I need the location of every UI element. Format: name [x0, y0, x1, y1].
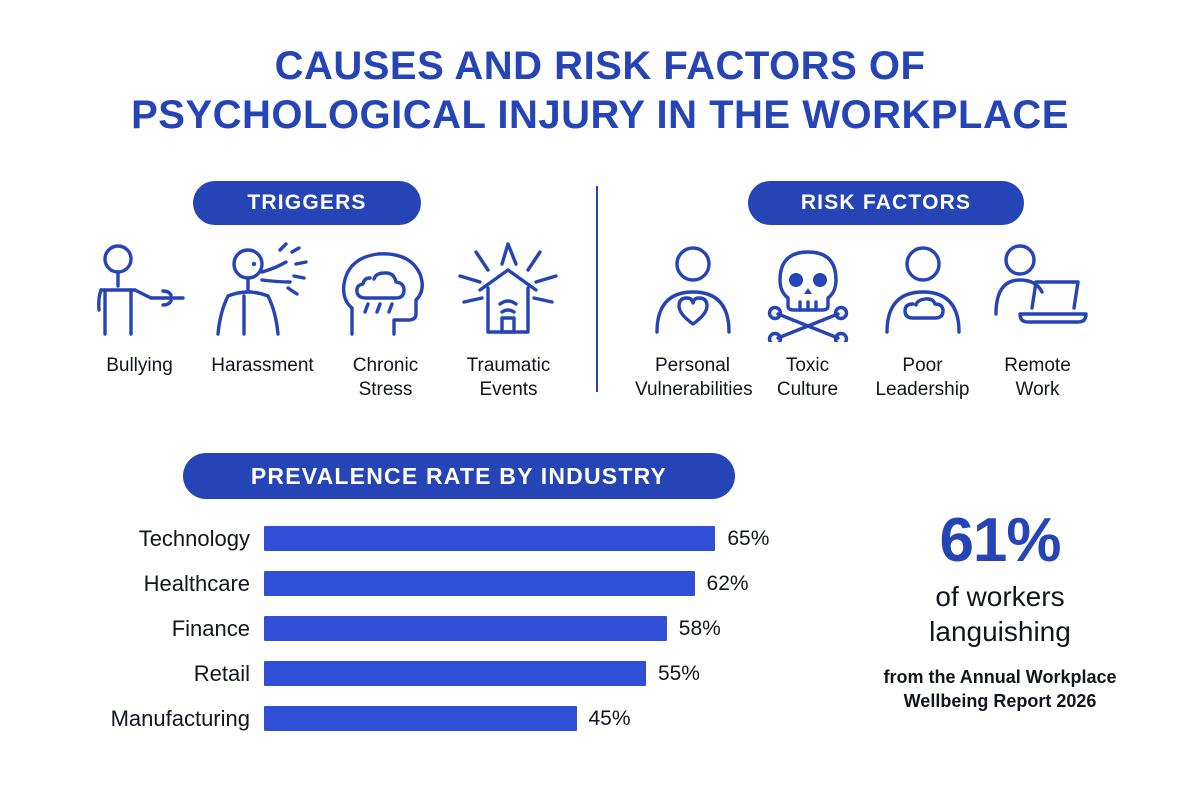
- trigger-item-harassment: [201, 238, 324, 378]
- risk-factors-icon-row: [635, 238, 1095, 403]
- trigger-label-harassment: Harassment: [211, 355, 314, 376]
- bar: [264, 661, 646, 686]
- pointing-finger-bullying-icon: [78, 238, 201, 342]
- head-with-storm-cloud-icon: [324, 238, 447, 342]
- risk-item-personal-vulnerabilities: [635, 238, 753, 403]
- page-title: [0, 42, 1200, 140]
- risk-label-personal-vulnerabilities: Personal Vulnerabilities: [635, 355, 753, 401]
- trigger-label-traumatic-events: Traumatic Events: [466, 355, 551, 401]
- house-explosion-icon: [447, 238, 570, 342]
- bar-track: [264, 606, 820, 651]
- bar: [264, 571, 695, 596]
- bar-row: [60, 696, 820, 741]
- bar-value-label: 55%: [657, 661, 700, 685]
- headline-stat: [830, 508, 1170, 714]
- person-at-laptop-icon: [980, 238, 1095, 342]
- section-divider: [596, 186, 598, 392]
- bar-track: [264, 651, 820, 696]
- bar-track: [264, 516, 820, 561]
- skull-and-crossbones-icon: [750, 238, 865, 342]
- bar-category-label: Retail: [193, 660, 250, 686]
- risk-item-toxic-culture: [750, 238, 865, 403]
- risk-label-poor-leadership: Poor Leadership: [875, 355, 970, 401]
- page-title-line-2: PSYCHOLOGICAL INJURY IN THE WORKPLACE: [131, 92, 1069, 137]
- triggers-section-pill: TRIGGERS: [193, 181, 421, 225]
- bar-row: [60, 516, 820, 561]
- risk-item-remote-work: [980, 238, 1095, 403]
- bar-value-label: 62%: [706, 571, 749, 595]
- trigger-item-traumatic-events: [447, 238, 570, 403]
- risk-label-remote-work: Remote Work: [1004, 355, 1071, 401]
- bar-category-label: Healthcare: [143, 570, 250, 596]
- stat-number: 61%: [939, 506, 1061, 575]
- risk-label-toxic-culture: Toxic Culture: [776, 355, 839, 401]
- person-with-heart-icon: [635, 238, 750, 342]
- stat-caption: [830, 579, 1170, 649]
- prevalence-bar-chart: [60, 516, 820, 741]
- page-title-line-1: CAUSES AND RISK FACTORS OF: [274, 44, 926, 88]
- bar-category-label: Technology: [138, 525, 250, 551]
- stat-source-line-1: from the Annual Workplace: [883, 667, 1117, 688]
- shouting-person-harassment-icon: [201, 238, 324, 342]
- bar: [264, 706, 577, 731]
- bar-value-label: 65%: [727, 526, 770, 550]
- bar-row: [60, 651, 820, 696]
- risk-factors-section-pill: RISK FACTORS: [748, 181, 1024, 225]
- bar-row: [60, 606, 820, 651]
- stat-caption-line-1: of workers: [935, 581, 1065, 613]
- bar: [264, 526, 715, 551]
- bar-category-label: Finance: [171, 615, 250, 641]
- bar-value-label: 45%: [588, 706, 631, 730]
- trigger-label-chronic-stress: Chronic Stress: [352, 355, 419, 401]
- person-with-cloud-icon: [865, 238, 980, 342]
- bar: [264, 616, 667, 641]
- bar-value-label: 58%: [678, 616, 721, 640]
- prevalence-section-pill: PREVALENCE RATE BY INDUSTRY: [183, 453, 735, 499]
- stat-source-line-2: Wellbeing Report 2026: [903, 691, 1097, 712]
- stat-caption-line-2: languishing: [929, 616, 1071, 648]
- risk-item-poor-leadership: [865, 238, 980, 403]
- bar-row: [60, 561, 820, 606]
- trigger-label-bullying: Bullying: [106, 355, 173, 376]
- bar-track: [264, 696, 820, 741]
- trigger-item-bullying: [78, 238, 201, 378]
- trigger-item-chronic-stress: [324, 238, 447, 403]
- bar-category-label: Manufacturing: [110, 705, 250, 731]
- stat-source: [830, 665, 1170, 714]
- bar-track: [264, 561, 820, 606]
- triggers-icon-row: [78, 238, 570, 403]
